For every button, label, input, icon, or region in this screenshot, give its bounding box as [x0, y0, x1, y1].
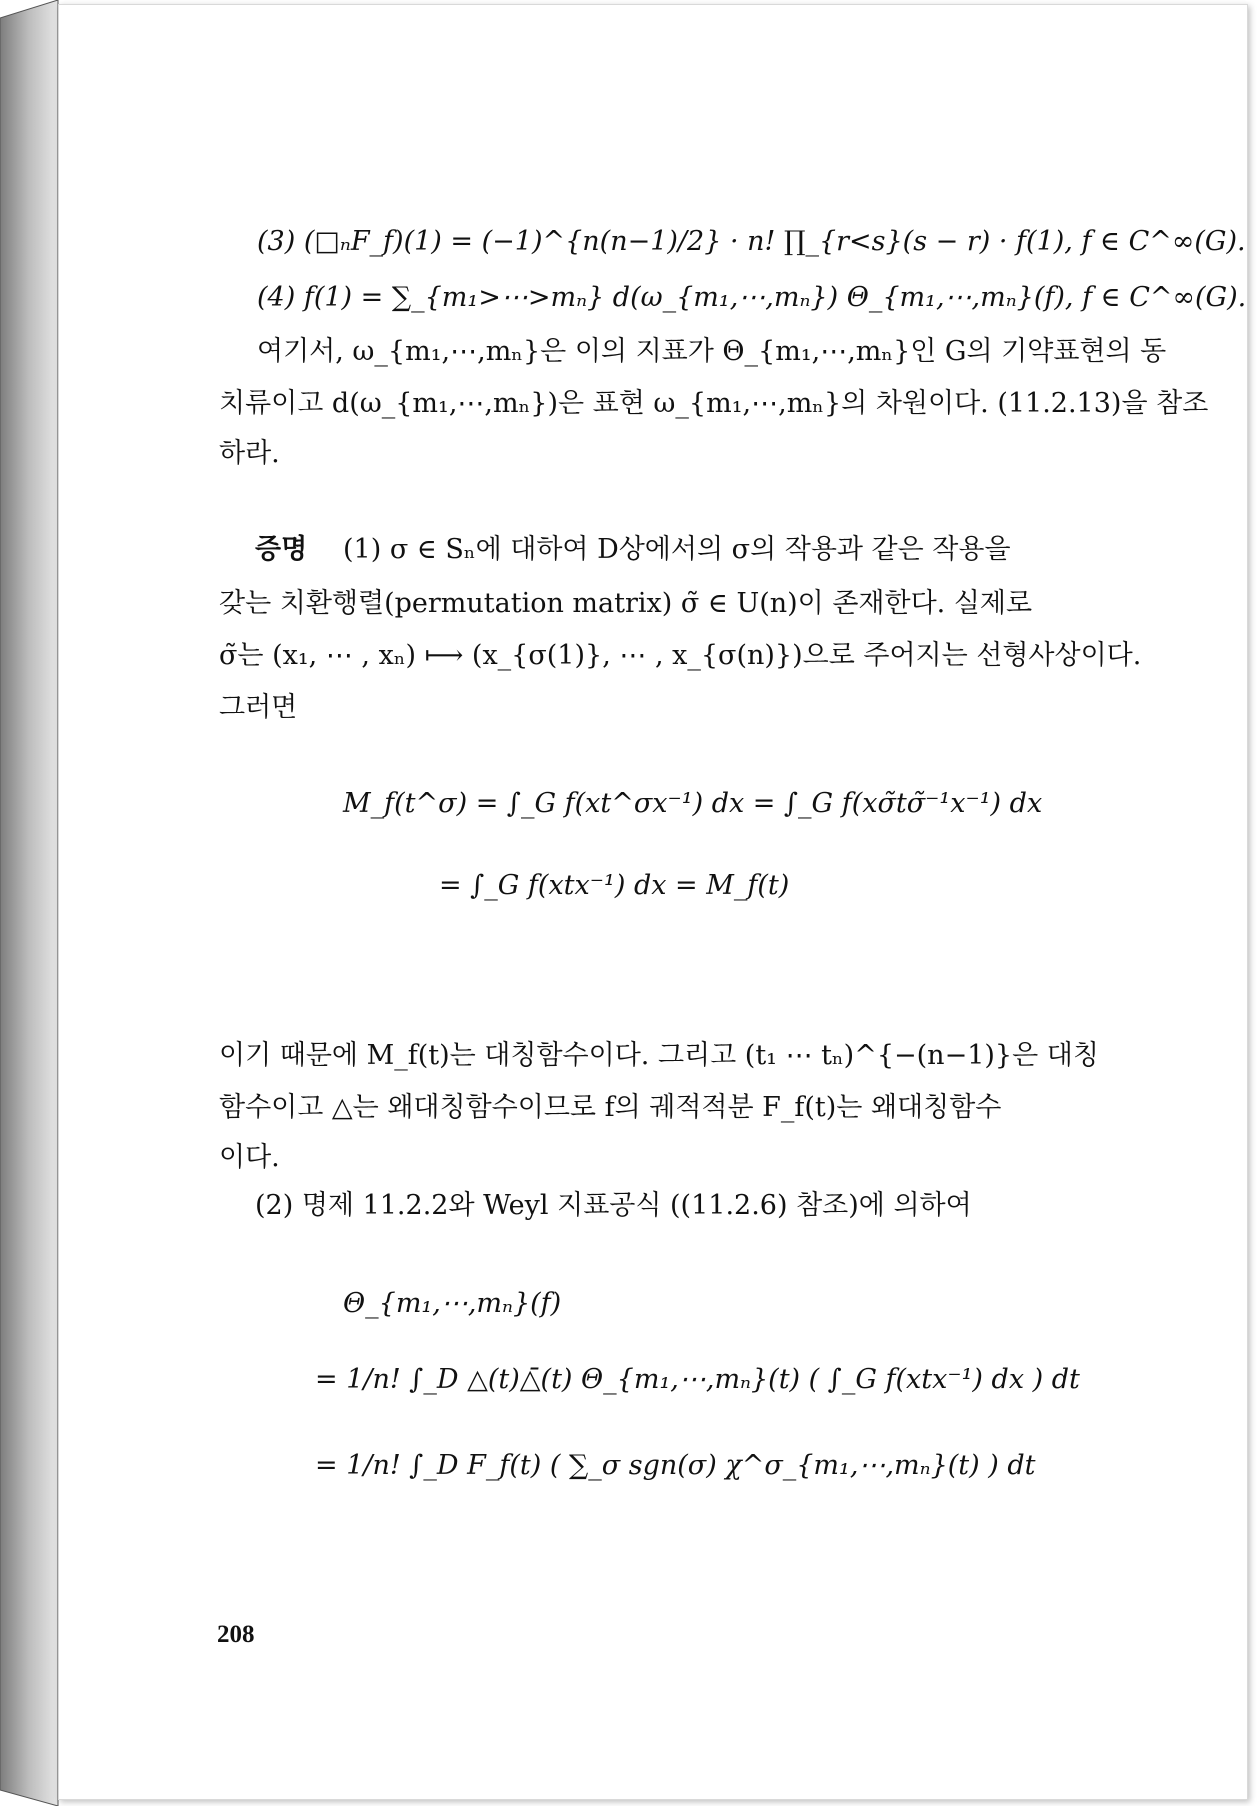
equation-2-line-3: = 1/n! ∫_D F_f(t) ( ∑_σ sgn(σ) χ^σ_{m₁,⋯,mₙ}(t) ) dt — [315, 1450, 1036, 1481]
paragraph-2-line-1: 이기 때문에 M_f(t)는 대칭함수이다. 그리고 (t₁ ⋯ tₙ)^{−(n−1)}은 대칭 — [219, 1040, 1099, 1071]
proof-label: 증명 — [255, 534, 308, 565]
item-3-formula: (3) (□ₙF_f)(1) = (−1)^{n(n−1)/2} · n! ∏_{r<s}(s − r) · f(1), f ∈ C^∞(G). — [257, 226, 1246, 257]
paragraph-1-line-3: 하라. — [219, 438, 280, 469]
proof-line-2: 갖는 치환행렬(permutation matrix) σ̃ ∈ U(n)이 존재한다. 실제로 — [219, 588, 1033, 619]
proof-line-3: σ̃는 (x₁, ⋯ , xₙ) ⟼ (x_{σ(1)}, ⋯ , x_{σ(n)})으로 주어지는 선형사상이다. — [219, 640, 1142, 671]
equation-1-line-1: M_f(t^σ) = ∫_G f(xt^σx⁻¹) dx = ∫_G f(xσ̃tσ̃⁻¹x⁻¹) dx — [343, 788, 1043, 819]
book-spine — [0, 0, 60, 1806]
paragraph-2-line-3: 이다. — [219, 1142, 280, 1173]
equation-1-line-2: = ∫_G f(xtx⁻¹) dx = M_f(t) — [439, 870, 790, 901]
proof-line-1: (1) σ ∈ Sₙ에 대하여 D상에서의 σ의 작용과 같은 작용을 — [343, 534, 1011, 565]
book-page — [58, 4, 1248, 1800]
paragraph-1-line-1: 여기서, ω_{m₁,⋯,mₙ}은 이의 지표가 Θ_{m₁,⋯,mₙ}인 G의 기약표현의 동 — [257, 336, 1167, 367]
equation-2-line-1: Θ_{m₁,⋯,mₙ}(f) — [343, 1288, 562, 1319]
paragraph-2-line-2: 함수이고 △는 왜대칭함수이므로 f의 궤적적분 F_f(t)는 왜대칭함수 — [219, 1092, 1002, 1123]
item-4-formula: (4) f(1) = ∑_{m₁>⋯>mₙ} d(ω_{m₁,⋯,mₙ}) Θ_{m₁,⋯,mₙ}(f), f ∈ C^∞(G). — [257, 282, 1247, 313]
proof-line-4: 그러면 — [219, 692, 298, 723]
equation-2-line-2: = 1/n! ∫_D △(t)△̄(t) Θ_{m₁,⋯,mₙ}(t) ( ∫_G f(xtx⁻¹) dx ) dt — [315, 1364, 1080, 1395]
item-2-text: (2) 명제 11.2.2와 Weyl 지표공식 ((11.2.6) 참조)에 의하여 — [255, 1190, 972, 1221]
paragraph-1-line-2: 치류이고 d(ω_{m₁,⋯,mₙ})은 표현 ω_{m₁,⋯,mₙ}의 차원이다. (11.2.13)을 참조 — [219, 388, 1209, 419]
page-number: 208 — [217, 1621, 255, 1648]
